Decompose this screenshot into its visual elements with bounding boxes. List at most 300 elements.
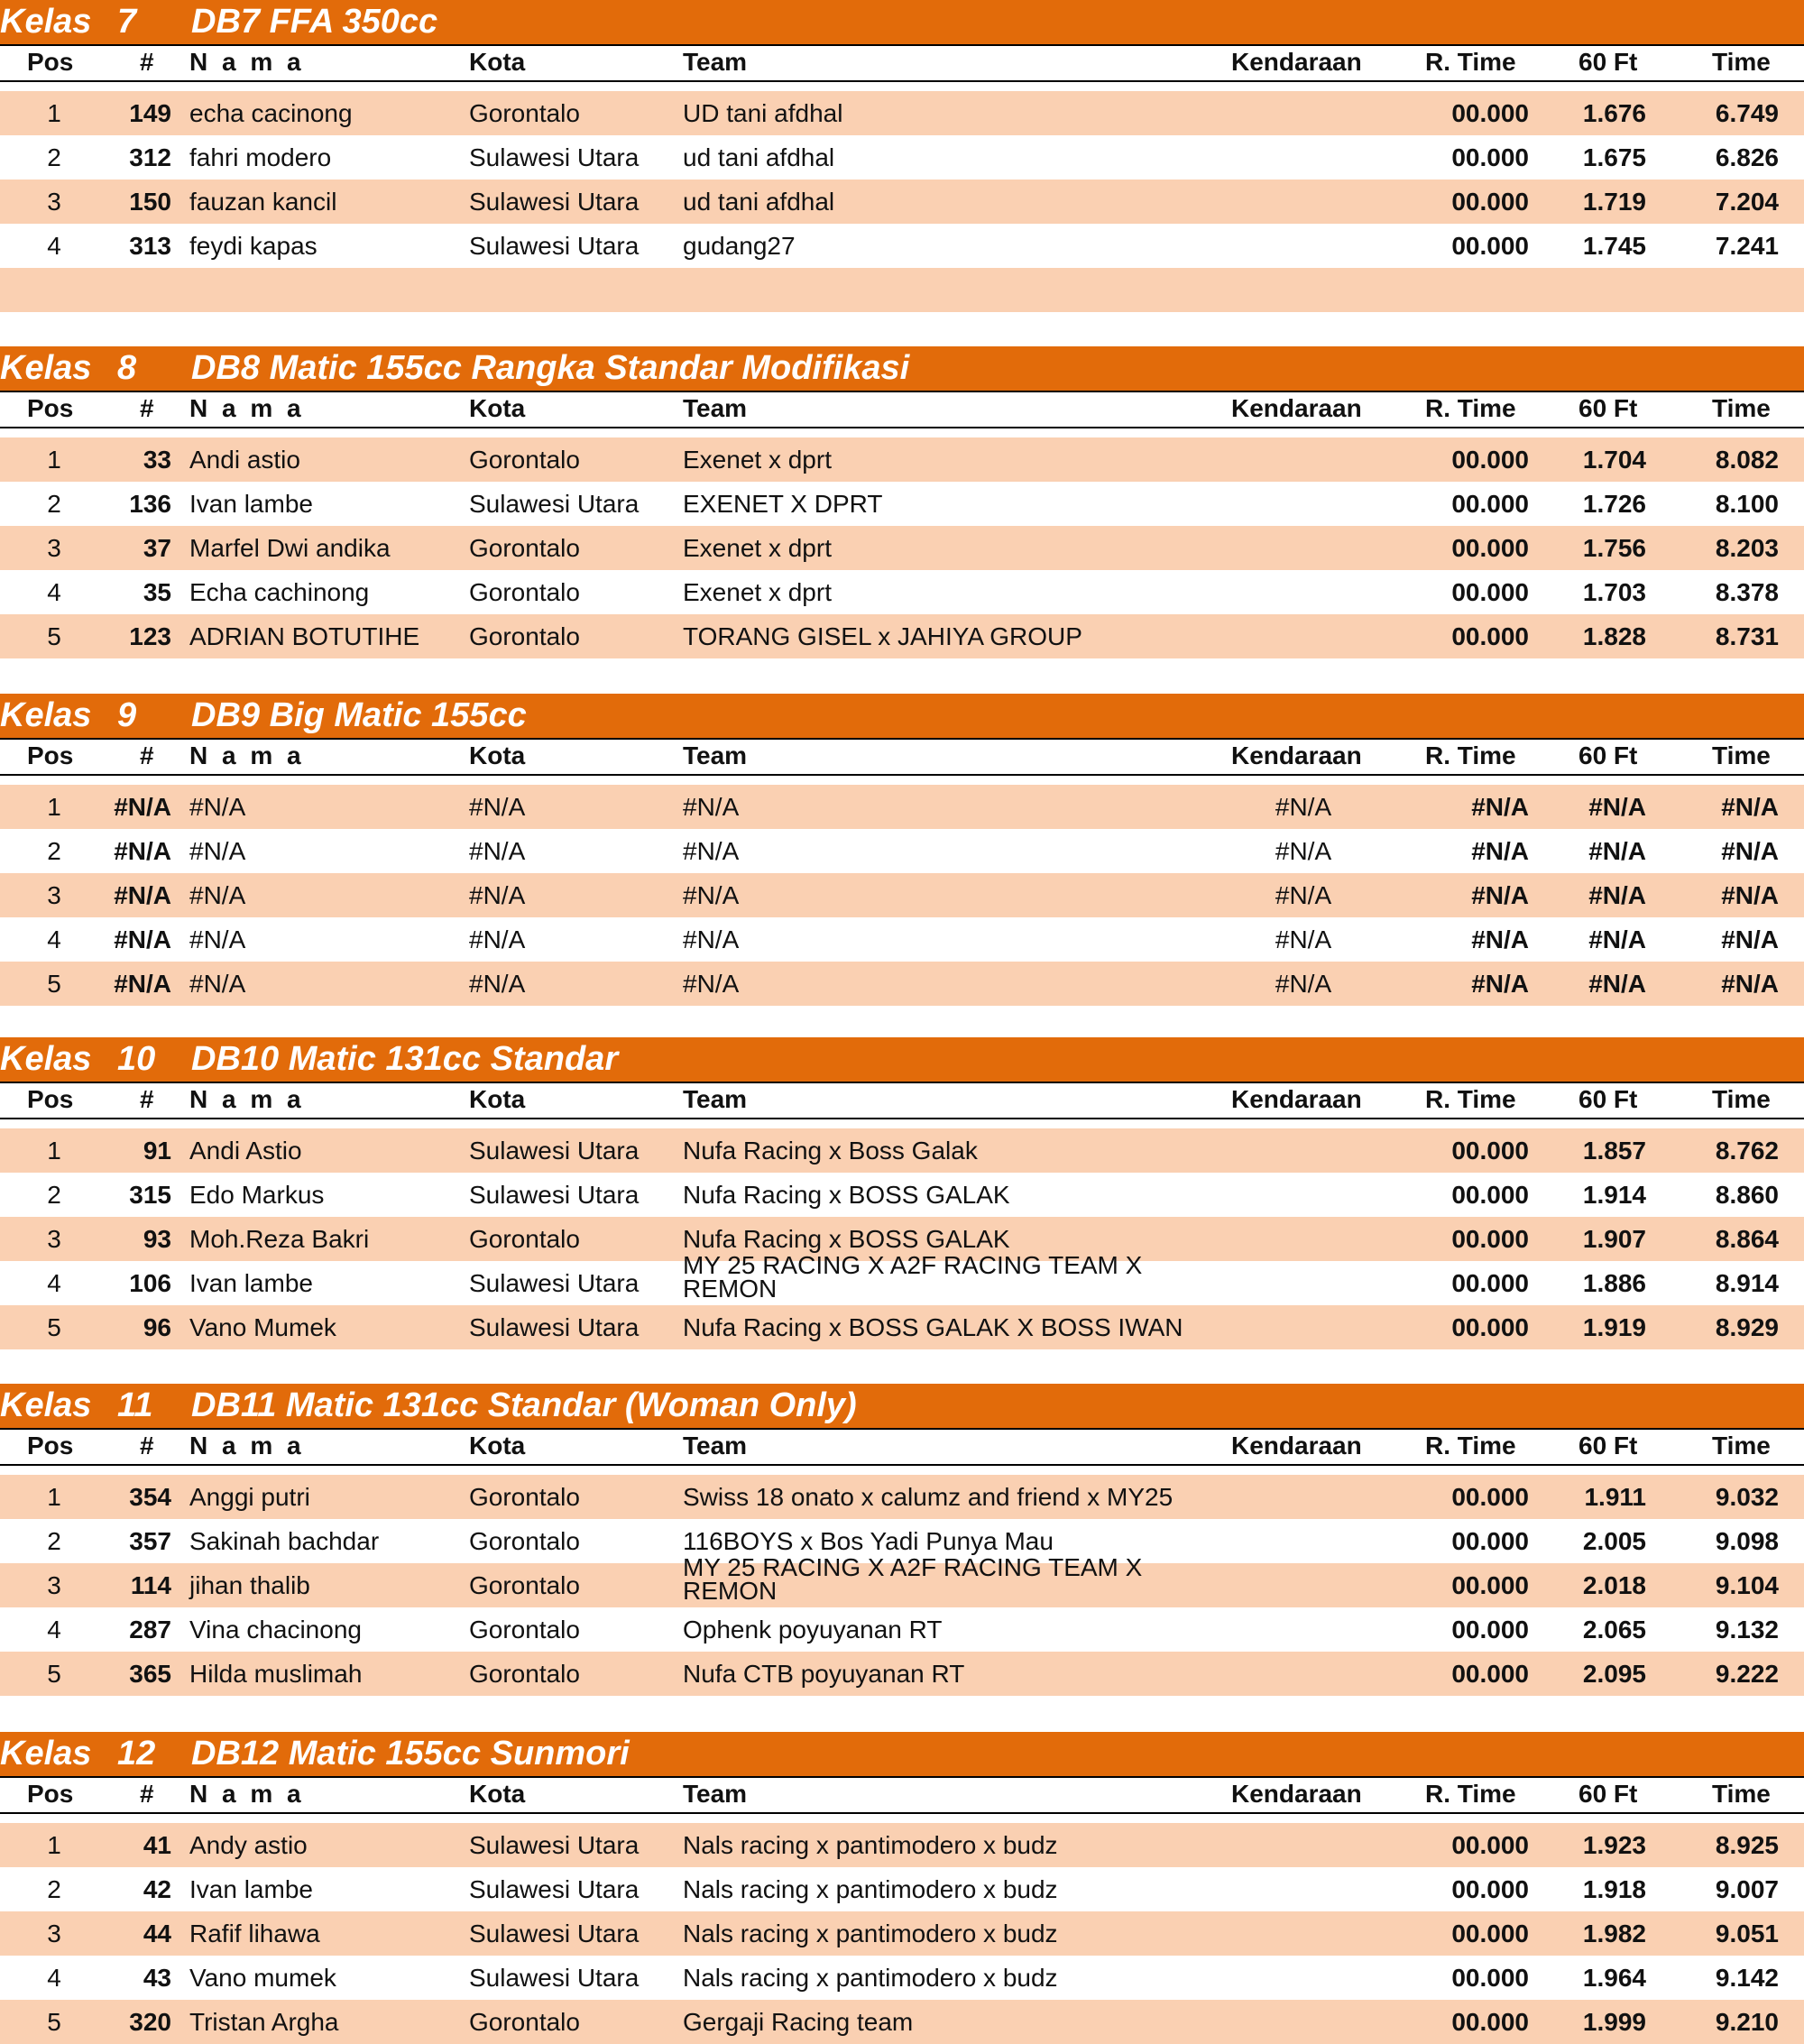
class-label: Kelas bbox=[0, 696, 92, 734]
class-section bbox=[0, 1384, 1804, 1696]
header-kendaraan: Kendaraan bbox=[1231, 394, 1362, 422]
cell-time: 9.132 bbox=[1715, 1616, 1779, 1643]
cell-num: 150 bbox=[129, 188, 171, 216]
header-num: # bbox=[140, 1085, 154, 1113]
cell-time: 8.860 bbox=[1715, 1181, 1779, 1209]
header-pos: Pos bbox=[27, 394, 74, 422]
cell-time: 6.749 bbox=[1715, 99, 1779, 127]
cell-nama: #N/A bbox=[189, 925, 246, 953]
cell-rtime: 00.000 bbox=[1451, 1313, 1529, 1341]
cell-kota: Gorontalo bbox=[469, 1527, 580, 1555]
cell-nama: Andi Astio bbox=[189, 1137, 302, 1165]
cell-kota: Sulawesi Utara bbox=[469, 490, 640, 518]
header-kota: Kota bbox=[469, 394, 526, 422]
cell-time: 8.731 bbox=[1715, 622, 1779, 650]
header-time: Time bbox=[1712, 1085, 1771, 1113]
header-kendaraan: Kendaraan bbox=[1231, 741, 1362, 769]
cell-pos: 3 bbox=[47, 1225, 61, 1253]
header-team: Team bbox=[683, 394, 748, 422]
cell-team: Nufa Racing x BOSS GALAK bbox=[683, 1225, 1010, 1253]
cell-num: 287 bbox=[129, 1616, 171, 1643]
cell-team: Nufa Racing x BOSS GALAK X BOSS IWAN bbox=[683, 1313, 1183, 1341]
class-label: Kelas bbox=[0, 1040, 92, 1078]
cell-pos: 4 bbox=[47, 1616, 61, 1643]
cell-ft60: 2.018 bbox=[1582, 1571, 1646, 1599]
cell-rtime: 00.000 bbox=[1451, 1831, 1529, 1859]
cell-rtime: 00.000 bbox=[1451, 534, 1529, 562]
header-time: Time bbox=[1712, 48, 1771, 76]
cell-time: 9.210 bbox=[1715, 2008, 1779, 2036]
cell-time: 8.378 bbox=[1715, 578, 1779, 606]
class-title-bar bbox=[0, 0, 1804, 44]
table-row bbox=[0, 614, 1804, 658]
cell-kota: Gorontalo bbox=[469, 578, 580, 606]
cell-kota: Sulawesi Utara bbox=[469, 1181, 640, 1209]
cell-time: 9.098 bbox=[1715, 1527, 1779, 1555]
class-section bbox=[0, 0, 1804, 312]
cell-kendaraan: #N/A bbox=[1275, 881, 1332, 909]
cell-team: Exenet x dprt bbox=[683, 446, 832, 474]
cell-kota: Gorontalo bbox=[469, 2008, 580, 2036]
cell-pos: 5 bbox=[47, 1660, 61, 1688]
cell-rtime: 00.000 bbox=[1451, 622, 1529, 650]
header-pos: Pos bbox=[27, 48, 74, 76]
cell-num: 42 bbox=[143, 1875, 171, 1903]
table-header bbox=[0, 1776, 1804, 1814]
class-label: Kelas bbox=[0, 1386, 92, 1424]
table-row bbox=[0, 570, 1804, 614]
cell-num: 41 bbox=[143, 1831, 171, 1859]
cell-pos: 1 bbox=[47, 1137, 61, 1165]
cell-time: 8.762 bbox=[1715, 1137, 1779, 1165]
cell-time: #N/A bbox=[1721, 970, 1779, 998]
cell-ft60: #N/A bbox=[1588, 970, 1646, 998]
cell-rtime: #N/A bbox=[1471, 793, 1529, 821]
header-nama: N a m a bbox=[189, 48, 305, 76]
cell-nama: Echa cachinong bbox=[189, 578, 370, 606]
table-row bbox=[0, 1128, 1804, 1173]
cell-time: 9.222 bbox=[1715, 1660, 1779, 1688]
cell-kota: Sulawesi Utara bbox=[469, 1920, 640, 1947]
cell-kota: Gorontalo bbox=[469, 534, 580, 562]
cell-rtime: #N/A bbox=[1471, 970, 1529, 998]
cell-kota: #N/A bbox=[469, 837, 526, 865]
header-pos: Pos bbox=[27, 741, 74, 769]
cell-rtime: 00.000 bbox=[1451, 1137, 1529, 1165]
cell-ft60: 1.964 bbox=[1582, 1964, 1646, 1992]
table-header bbox=[0, 738, 1804, 776]
table-row bbox=[0, 1475, 1804, 1519]
cell-nama: ADRIAN BOTUTIHE bbox=[189, 622, 420, 650]
cell-kendaraan: #N/A bbox=[1275, 793, 1332, 821]
cell-pos: 2 bbox=[47, 837, 61, 865]
header-kota: Kota bbox=[469, 48, 526, 76]
cell-rtime: 00.000 bbox=[1451, 1616, 1529, 1643]
class-label: Kelas bbox=[0, 349, 92, 387]
cell-ft60: 1.704 bbox=[1582, 446, 1646, 474]
cell-pos: 4 bbox=[47, 578, 61, 606]
header-num: # bbox=[140, 48, 154, 76]
cell-ft60: 1.911 bbox=[1584, 1483, 1646, 1511]
cell-ft60: 1.719 bbox=[1582, 188, 1646, 216]
cell-pos: 3 bbox=[47, 1571, 61, 1599]
cell-num: 365 bbox=[129, 1660, 171, 1688]
header-ft60: 60 Ft bbox=[1578, 48, 1638, 76]
cell-team: gudang27 bbox=[683, 232, 796, 260]
cell-num: 33 bbox=[143, 446, 171, 474]
cell-ft60: 1.756 bbox=[1582, 534, 1646, 562]
cell-nama: Moh.Reza Bakri bbox=[189, 1225, 370, 1253]
cell-ft60: 1.675 bbox=[1582, 143, 1646, 171]
cell-pos: 5 bbox=[47, 1313, 61, 1341]
cell-time: #N/A bbox=[1721, 837, 1779, 865]
class-label: Kelas bbox=[0, 3, 92, 41]
cell-num: #N/A bbox=[114, 970, 171, 998]
cell-time: 8.864 bbox=[1715, 1225, 1779, 1253]
cell-ft60: 1.914 bbox=[1582, 1181, 1646, 1209]
header-team: Team bbox=[683, 1085, 748, 1113]
cell-team: Nufa Racing x Boss Galak bbox=[683, 1137, 978, 1165]
header-ft60: 60 Ft bbox=[1578, 394, 1638, 422]
cell-nama: Hilda muslimah bbox=[189, 1660, 363, 1688]
cell-team: MY 25 RACING X A2F RACING TEAM X REMON bbox=[683, 1556, 1143, 1603]
cell-num: 313 bbox=[129, 232, 171, 260]
cell-team: ud tani afdhal bbox=[683, 188, 835, 216]
cell-team: #N/A bbox=[683, 793, 740, 821]
header-kota: Kota bbox=[469, 741, 526, 769]
cell-pos: 1 bbox=[47, 446, 61, 474]
cell-kota: Gorontalo bbox=[469, 622, 580, 650]
cell-num: #N/A bbox=[114, 837, 171, 865]
table-header bbox=[0, 44, 1804, 82]
cell-time: 9.007 bbox=[1715, 1875, 1779, 1903]
cell-rtime: 00.000 bbox=[1451, 2008, 1529, 2036]
cell-team: Nals racing x pantimodero x budz bbox=[683, 1831, 1058, 1859]
cell-team: Nals racing x pantimodero x budz bbox=[683, 1875, 1058, 1903]
cell-kendaraan: #N/A bbox=[1275, 925, 1332, 953]
cell-nama: #N/A bbox=[189, 837, 246, 865]
cell-pos: 4 bbox=[47, 1269, 61, 1297]
cell-kota: Sulawesi Utara bbox=[469, 188, 640, 216]
class-number: 7 bbox=[117, 3, 137, 41]
class-title-bar bbox=[0, 346, 1804, 391]
header-time: Time bbox=[1712, 1780, 1771, 1808]
class-number: 8 bbox=[117, 349, 137, 387]
table-row bbox=[0, 180, 1804, 224]
header-num: # bbox=[140, 394, 154, 422]
table-header bbox=[0, 1082, 1804, 1119]
cell-pos: 1 bbox=[47, 99, 61, 127]
cell-rtime: 00.000 bbox=[1451, 578, 1529, 606]
table-row bbox=[0, 1254, 1804, 1305]
cell-rtime: 00.000 bbox=[1451, 1181, 1529, 1209]
class-title: DB11 Matic 131cc Standar (Woman Only) bbox=[191, 1386, 857, 1424]
cell-time: 7.204 bbox=[1715, 188, 1779, 216]
cell-nama: Ivan lambe bbox=[189, 1269, 313, 1297]
cell-nama: feydi kapas bbox=[189, 232, 318, 260]
cell-kota: #N/A bbox=[469, 881, 526, 909]
cell-pos: 5 bbox=[47, 2008, 61, 2036]
header-team: Team bbox=[683, 1432, 748, 1459]
cell-num: 37 bbox=[143, 534, 171, 562]
cell-num: 354 bbox=[129, 1483, 171, 1511]
cell-rtime: 00.000 bbox=[1451, 1269, 1529, 1297]
cell-num: 136 bbox=[129, 490, 171, 518]
header-num: # bbox=[140, 1780, 154, 1808]
cell-kota: Sulawesi Utara bbox=[469, 1313, 640, 1341]
cell-pos: 2 bbox=[47, 143, 61, 171]
cell-nama: #N/A bbox=[189, 793, 246, 821]
cell-nama: Rafif lihawa bbox=[189, 1920, 320, 1947]
table-row bbox=[0, 1305, 1804, 1349]
cell-rtime: 00.000 bbox=[1451, 99, 1529, 127]
class-section bbox=[0, 1037, 1804, 1349]
header-num: # bbox=[140, 1432, 154, 1459]
cell-kota: Sulawesi Utara bbox=[469, 1831, 640, 1859]
cell-kota: Sulawesi Utara bbox=[469, 1964, 640, 1992]
cell-ft60: 1.982 bbox=[1582, 1920, 1646, 1947]
cell-rtime: 00.000 bbox=[1451, 1225, 1529, 1253]
cell-team: Exenet x dprt bbox=[683, 578, 832, 606]
cell-kota: Sulawesi Utara bbox=[469, 1269, 640, 1297]
header-team: Team bbox=[683, 741, 748, 769]
cell-ft60: 1.726 bbox=[1582, 490, 1646, 518]
header-ft60: 60 Ft bbox=[1578, 741, 1638, 769]
cell-rtime: 00.000 bbox=[1451, 1875, 1529, 1903]
cell-time: 9.142 bbox=[1715, 1964, 1779, 1992]
cell-time: 8.929 bbox=[1715, 1313, 1779, 1341]
header-team: Team bbox=[683, 1780, 748, 1808]
table-header bbox=[0, 391, 1804, 428]
cell-num: 91 bbox=[143, 1137, 171, 1165]
table-row bbox=[0, 917, 1804, 962]
cell-team: Exenet x dprt bbox=[683, 534, 832, 562]
cell-team: MY 25 RACING X A2F RACING TEAM X REMON bbox=[683, 1254, 1143, 1301]
cell-num: 106 bbox=[129, 1269, 171, 1297]
cell-num: 320 bbox=[129, 2008, 171, 2036]
cell-nama: Ivan lambe bbox=[189, 490, 313, 518]
table-row bbox=[0, 1956, 1804, 2000]
cell-ft60: 1.828 bbox=[1582, 622, 1646, 650]
class-title: DB9 Big Matic 155cc bbox=[191, 696, 527, 734]
table-row bbox=[0, 1607, 1804, 1652]
cell-team: Nals racing x pantimodero x budz bbox=[683, 1964, 1058, 1992]
cell-num: #N/A bbox=[114, 925, 171, 953]
cell-time: 8.914 bbox=[1715, 1269, 1779, 1297]
header-ft60: 60 Ft bbox=[1578, 1432, 1638, 1459]
header-kendaraan: Kendaraan bbox=[1231, 1432, 1362, 1459]
cell-time: 9.032 bbox=[1715, 1483, 1779, 1511]
cell-team: #N/A bbox=[683, 925, 740, 953]
cell-kota: Gorontalo bbox=[469, 1616, 580, 1643]
class-label: Kelas bbox=[0, 1735, 92, 1772]
cell-team: Nals racing x pantimodero x budz bbox=[683, 1920, 1058, 1947]
header-kendaraan: Kendaraan bbox=[1231, 48, 1362, 76]
cell-kota: Gorontalo bbox=[469, 1571, 580, 1599]
cell-kota: #N/A bbox=[469, 970, 526, 998]
cell-pos: 2 bbox=[47, 1527, 61, 1555]
cell-time: 6.826 bbox=[1715, 143, 1779, 171]
cell-team: #N/A bbox=[683, 881, 740, 909]
cell-team: Gergaji Racing team bbox=[683, 2008, 914, 2036]
header-rtime: R. Time bbox=[1425, 1432, 1516, 1459]
cell-nama: Anggi putri bbox=[189, 1483, 310, 1511]
cell-pos: 1 bbox=[47, 1483, 61, 1511]
class-section bbox=[0, 1732, 1804, 2044]
cell-nama: Edo Markus bbox=[189, 1181, 325, 1209]
cell-kota: Gorontalo bbox=[469, 1225, 580, 1253]
cell-ft60: 1.919 bbox=[1582, 1313, 1646, 1341]
table-row bbox=[0, 1823, 1804, 1867]
cell-time: 9.104 bbox=[1715, 1571, 1779, 1599]
cell-nama: #N/A bbox=[189, 881, 246, 909]
cell-team: Ophenk poyuyanan RT bbox=[683, 1616, 943, 1643]
header-time: Time bbox=[1712, 394, 1771, 422]
cell-num: 312 bbox=[129, 143, 171, 171]
cell-team: Nufa Racing x BOSS GALAK bbox=[683, 1181, 1010, 1209]
cell-kota: Sulawesi Utara bbox=[469, 1137, 640, 1165]
cell-team: #N/A bbox=[683, 837, 740, 865]
cell-ft60: 1.999 bbox=[1582, 2008, 1646, 2036]
class-title: DB7 FFA 350cc bbox=[191, 3, 438, 41]
cell-pos: 3 bbox=[47, 188, 61, 216]
cell-ft60: 1.918 bbox=[1582, 1875, 1646, 1903]
cell-num: 315 bbox=[129, 1181, 171, 1209]
table-row bbox=[0, 785, 1804, 829]
header-kota: Kota bbox=[469, 1432, 526, 1459]
cell-num: 44 bbox=[143, 1920, 171, 1947]
header-kota: Kota bbox=[469, 1780, 526, 1808]
cell-rtime: 00.000 bbox=[1451, 188, 1529, 216]
table-row bbox=[0, 1867, 1804, 1911]
cell-num: 96 bbox=[143, 1313, 171, 1341]
cell-nama: #N/A bbox=[189, 970, 246, 998]
cell-ft60: 2.005 bbox=[1582, 1527, 1646, 1555]
header-num: # bbox=[140, 741, 154, 769]
class-title-bar bbox=[0, 1037, 1804, 1082]
cell-nama: Ivan lambe bbox=[189, 1875, 313, 1903]
table-row bbox=[0, 135, 1804, 180]
cell-num: 357 bbox=[129, 1527, 171, 1555]
cell-team: UD tani afdhal bbox=[683, 99, 843, 127]
table-row bbox=[0, 829, 1804, 873]
class-number: 10 bbox=[117, 1040, 156, 1078]
cell-time: 7.241 bbox=[1715, 232, 1779, 260]
cell-kota: Gorontalo bbox=[469, 99, 580, 127]
cell-nama: fauzan kancil bbox=[189, 188, 337, 216]
cell-num: #N/A bbox=[114, 881, 171, 909]
header-rtime: R. Time bbox=[1425, 1085, 1516, 1113]
table-row bbox=[0, 962, 1804, 1006]
cell-pos: 4 bbox=[47, 232, 61, 260]
cell-kota: Sulawesi Utara bbox=[469, 143, 640, 171]
cell-nama: Vina chacinong bbox=[189, 1616, 362, 1643]
header-rtime: R. Time bbox=[1425, 48, 1516, 76]
cell-pos: 4 bbox=[47, 925, 61, 953]
cell-pos: 2 bbox=[47, 490, 61, 518]
cell-num: 123 bbox=[129, 622, 171, 650]
cell-time: 9.051 bbox=[1715, 1920, 1779, 1947]
cell-rtime: #N/A bbox=[1471, 837, 1529, 865]
cell-team: ud tani afdhal bbox=[683, 143, 835, 171]
cell-pos: 3 bbox=[47, 1920, 61, 1947]
cell-num: 114 bbox=[130, 1571, 171, 1599]
cell-rtime: 00.000 bbox=[1451, 1920, 1529, 1947]
cell-ft60: 1.676 bbox=[1582, 99, 1646, 127]
table-row bbox=[0, 2000, 1804, 2044]
cell-rtime: 00.000 bbox=[1451, 1964, 1529, 1992]
cell-nama: Marfel Dwi andika bbox=[189, 534, 391, 562]
cell-rtime: 00.000 bbox=[1451, 1527, 1529, 1555]
header-ft60: 60 Ft bbox=[1578, 1085, 1638, 1113]
class-section bbox=[0, 694, 1804, 1006]
cell-pos: 5 bbox=[47, 622, 61, 650]
cell-pos: 5 bbox=[47, 970, 61, 998]
cell-nama: Vano mumek bbox=[189, 1964, 336, 1992]
cell-team: #N/A bbox=[683, 970, 740, 998]
header-time: Time bbox=[1712, 741, 1771, 769]
table-row bbox=[0, 437, 1804, 482]
cell-rtime: 00.000 bbox=[1451, 1660, 1529, 1688]
cell-kota: Gorontalo bbox=[469, 1660, 580, 1688]
cell-time: #N/A bbox=[1721, 881, 1779, 909]
table-row bbox=[0, 1652, 1804, 1696]
cell-pos: 3 bbox=[47, 881, 61, 909]
cell-rtime: #N/A bbox=[1471, 925, 1529, 953]
header-pos: Pos bbox=[27, 1085, 74, 1113]
cell-num: 93 bbox=[143, 1225, 171, 1253]
cell-team: Nufa CTB poyuyanan RT bbox=[683, 1660, 965, 1688]
cell-kota: Gorontalo bbox=[469, 446, 580, 474]
cell-nama: echa cacinong bbox=[189, 99, 353, 127]
cell-ft60: #N/A bbox=[1588, 793, 1646, 821]
cell-rtime: 00.000 bbox=[1451, 1483, 1529, 1511]
cell-rtime: #N/A bbox=[1471, 881, 1529, 909]
cell-pos: 4 bbox=[47, 1964, 61, 1992]
table-row bbox=[0, 1173, 1804, 1217]
cell-team: Swiss 18 onato x calumz and friend x MY25 bbox=[683, 1483, 1174, 1511]
cell-nama: Tristan Argha bbox=[189, 2008, 339, 2036]
cell-ft60: #N/A bbox=[1588, 925, 1646, 953]
cell-time: 8.100 bbox=[1715, 490, 1779, 518]
cell-pos: 1 bbox=[47, 1831, 61, 1859]
cell-num: 149 bbox=[129, 99, 171, 127]
header-nama: N a m a bbox=[189, 741, 305, 769]
header-rtime: R. Time bbox=[1425, 1780, 1516, 1808]
cell-ft60: #N/A bbox=[1588, 837, 1646, 865]
cell-kendaraan: #N/A bbox=[1275, 970, 1332, 998]
class-title-bar bbox=[0, 1732, 1804, 1776]
header-kota: Kota bbox=[469, 1085, 526, 1113]
cell-kota: #N/A bbox=[469, 925, 526, 953]
cell-team: TORANG GISEL x JAHIYA GROUP bbox=[683, 622, 1082, 650]
header-kendaraan: Kendaraan bbox=[1231, 1085, 1362, 1113]
header-rtime: R. Time bbox=[1425, 394, 1516, 422]
cell-nama: Andi astio bbox=[189, 446, 300, 474]
table-row bbox=[0, 224, 1804, 268]
cell-ft60: 2.065 bbox=[1582, 1616, 1646, 1643]
class-number: 9 bbox=[117, 696, 137, 734]
cell-nama: fahri modero bbox=[189, 143, 332, 171]
class-title-bar bbox=[0, 1384, 1804, 1428]
header-ft60: 60 Ft bbox=[1578, 1780, 1638, 1808]
class-title: DB10 Matic 131cc Standar bbox=[191, 1040, 619, 1078]
table-row bbox=[0, 1556, 1804, 1607]
cell-nama: Sakinah bachdar bbox=[189, 1527, 380, 1555]
cell-rtime: 00.000 bbox=[1451, 232, 1529, 260]
header-pos: Pos bbox=[27, 1432, 74, 1459]
class-title: DB12 Matic 155cc Sunmori bbox=[191, 1735, 630, 1772]
